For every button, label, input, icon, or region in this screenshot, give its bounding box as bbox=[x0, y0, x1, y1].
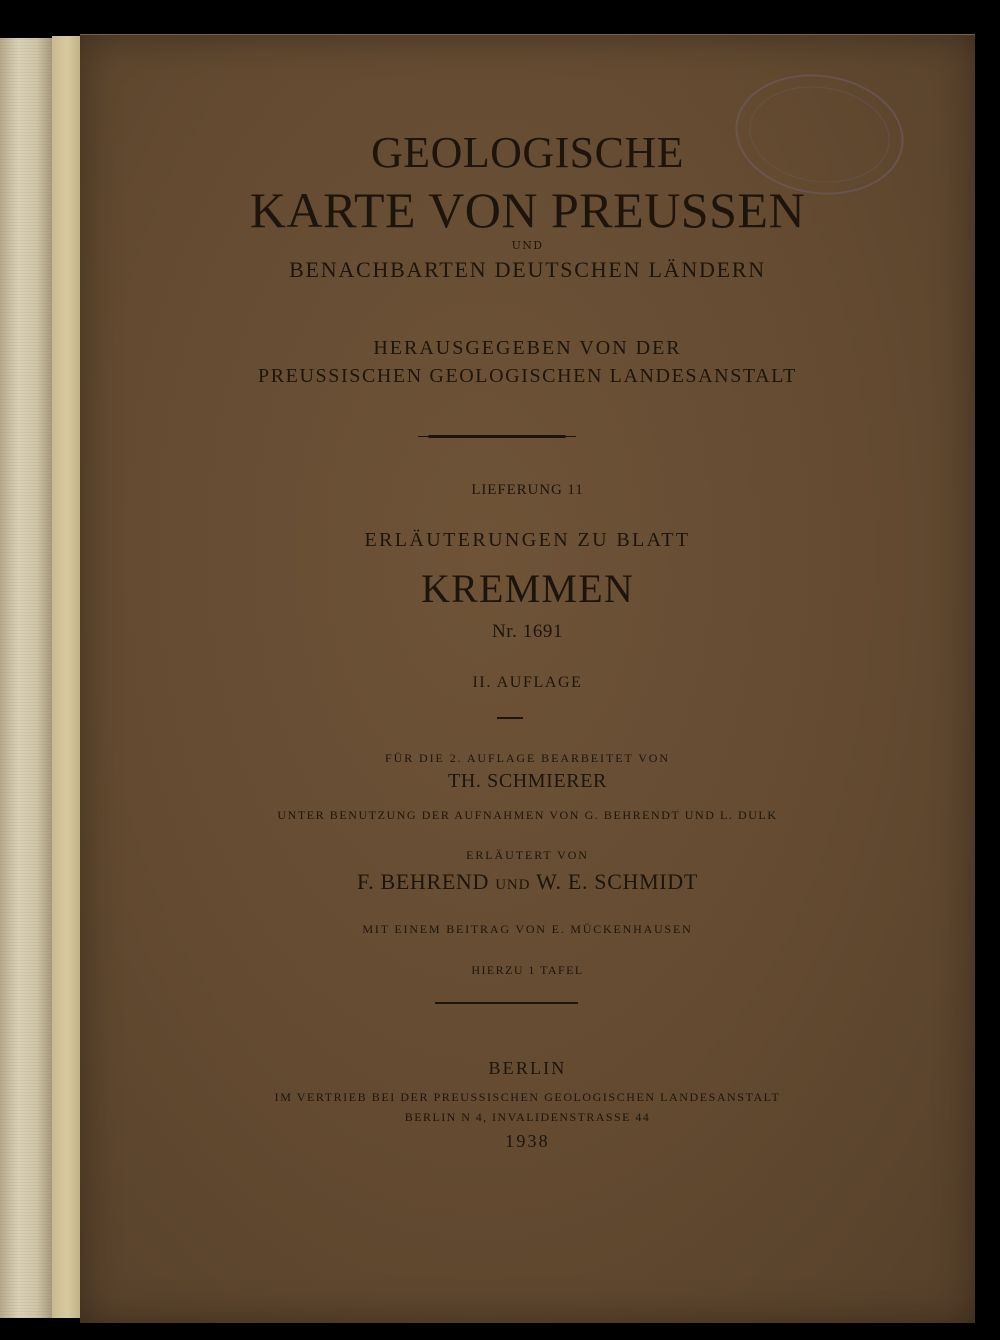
lieferung: LIEFERUNG 11 bbox=[471, 482, 584, 498]
erlaeuterungen-heading: ERLÄUTERUNGEN ZU BLATT bbox=[364, 529, 691, 551]
imprint-city: BERLIN bbox=[488, 1058, 567, 1078]
ornamental-rule bbox=[428, 435, 566, 438]
authors-names bbox=[80, 869, 975, 895]
bottom-rule bbox=[435, 1002, 578, 1004]
publisher-line-1: HERAUSGEGEBEN VON DER bbox=[373, 337, 682, 359]
survey-credit: UNTER BENUTZUNG DER AUFNAHMEN VON G. BEHRENDT UND L. DULK bbox=[277, 808, 778, 822]
authors-und: UND bbox=[495, 877, 531, 893]
publisher-line-2: PREUSSISCHEN GEOLOGISCHEN LANDESANSTALT bbox=[258, 365, 797, 387]
edition: II. AUFLAGE bbox=[472, 674, 583, 691]
plates-note: HIERZU 1 TAFEL bbox=[471, 963, 584, 977]
author-1: F. BEHREND bbox=[357, 869, 490, 894]
sheet-number: Nr. 1691 bbox=[491, 621, 564, 642]
sheet-name: KREMMEN bbox=[421, 566, 634, 611]
title-line-1: GEOLOGISCHE bbox=[371, 128, 684, 177]
editor-intro: FÜR DIE 2. AUFLAGE BEARBEITET VON bbox=[385, 751, 670, 765]
cover-edge bbox=[52, 36, 82, 1318]
title-line-3: BENACHBARTEN DEUTSCHEN LÄNDERN bbox=[289, 257, 766, 282]
imprint-year: 1938 bbox=[505, 1131, 550, 1151]
book-cover bbox=[80, 34, 975, 1323]
binding-spine bbox=[0, 38, 54, 1318]
imprint-distributor: IM VERTRIEB BEI DER PREUSSISCHEN GEOLOGISCHEN LANDESANSTALT bbox=[274, 1090, 781, 1104]
authors-intro: ERLÄUTERT VON bbox=[466, 848, 589, 862]
short-rule bbox=[497, 717, 523, 719]
editor-name: TH. SCHMIERER bbox=[448, 770, 607, 792]
title-und: UND bbox=[511, 239, 544, 252]
title-line-2: KARTE VON PREUSSEN bbox=[249, 182, 806, 238]
contribution-credit: MIT EINEM BEITRAG VON E. MÜCKENHAUSEN bbox=[362, 922, 693, 936]
imprint-address: BERLIN N 4, INVALIDENSTRASSE 44 bbox=[404, 1110, 651, 1124]
author-2: W. E. SCHMIDT bbox=[536, 869, 698, 894]
